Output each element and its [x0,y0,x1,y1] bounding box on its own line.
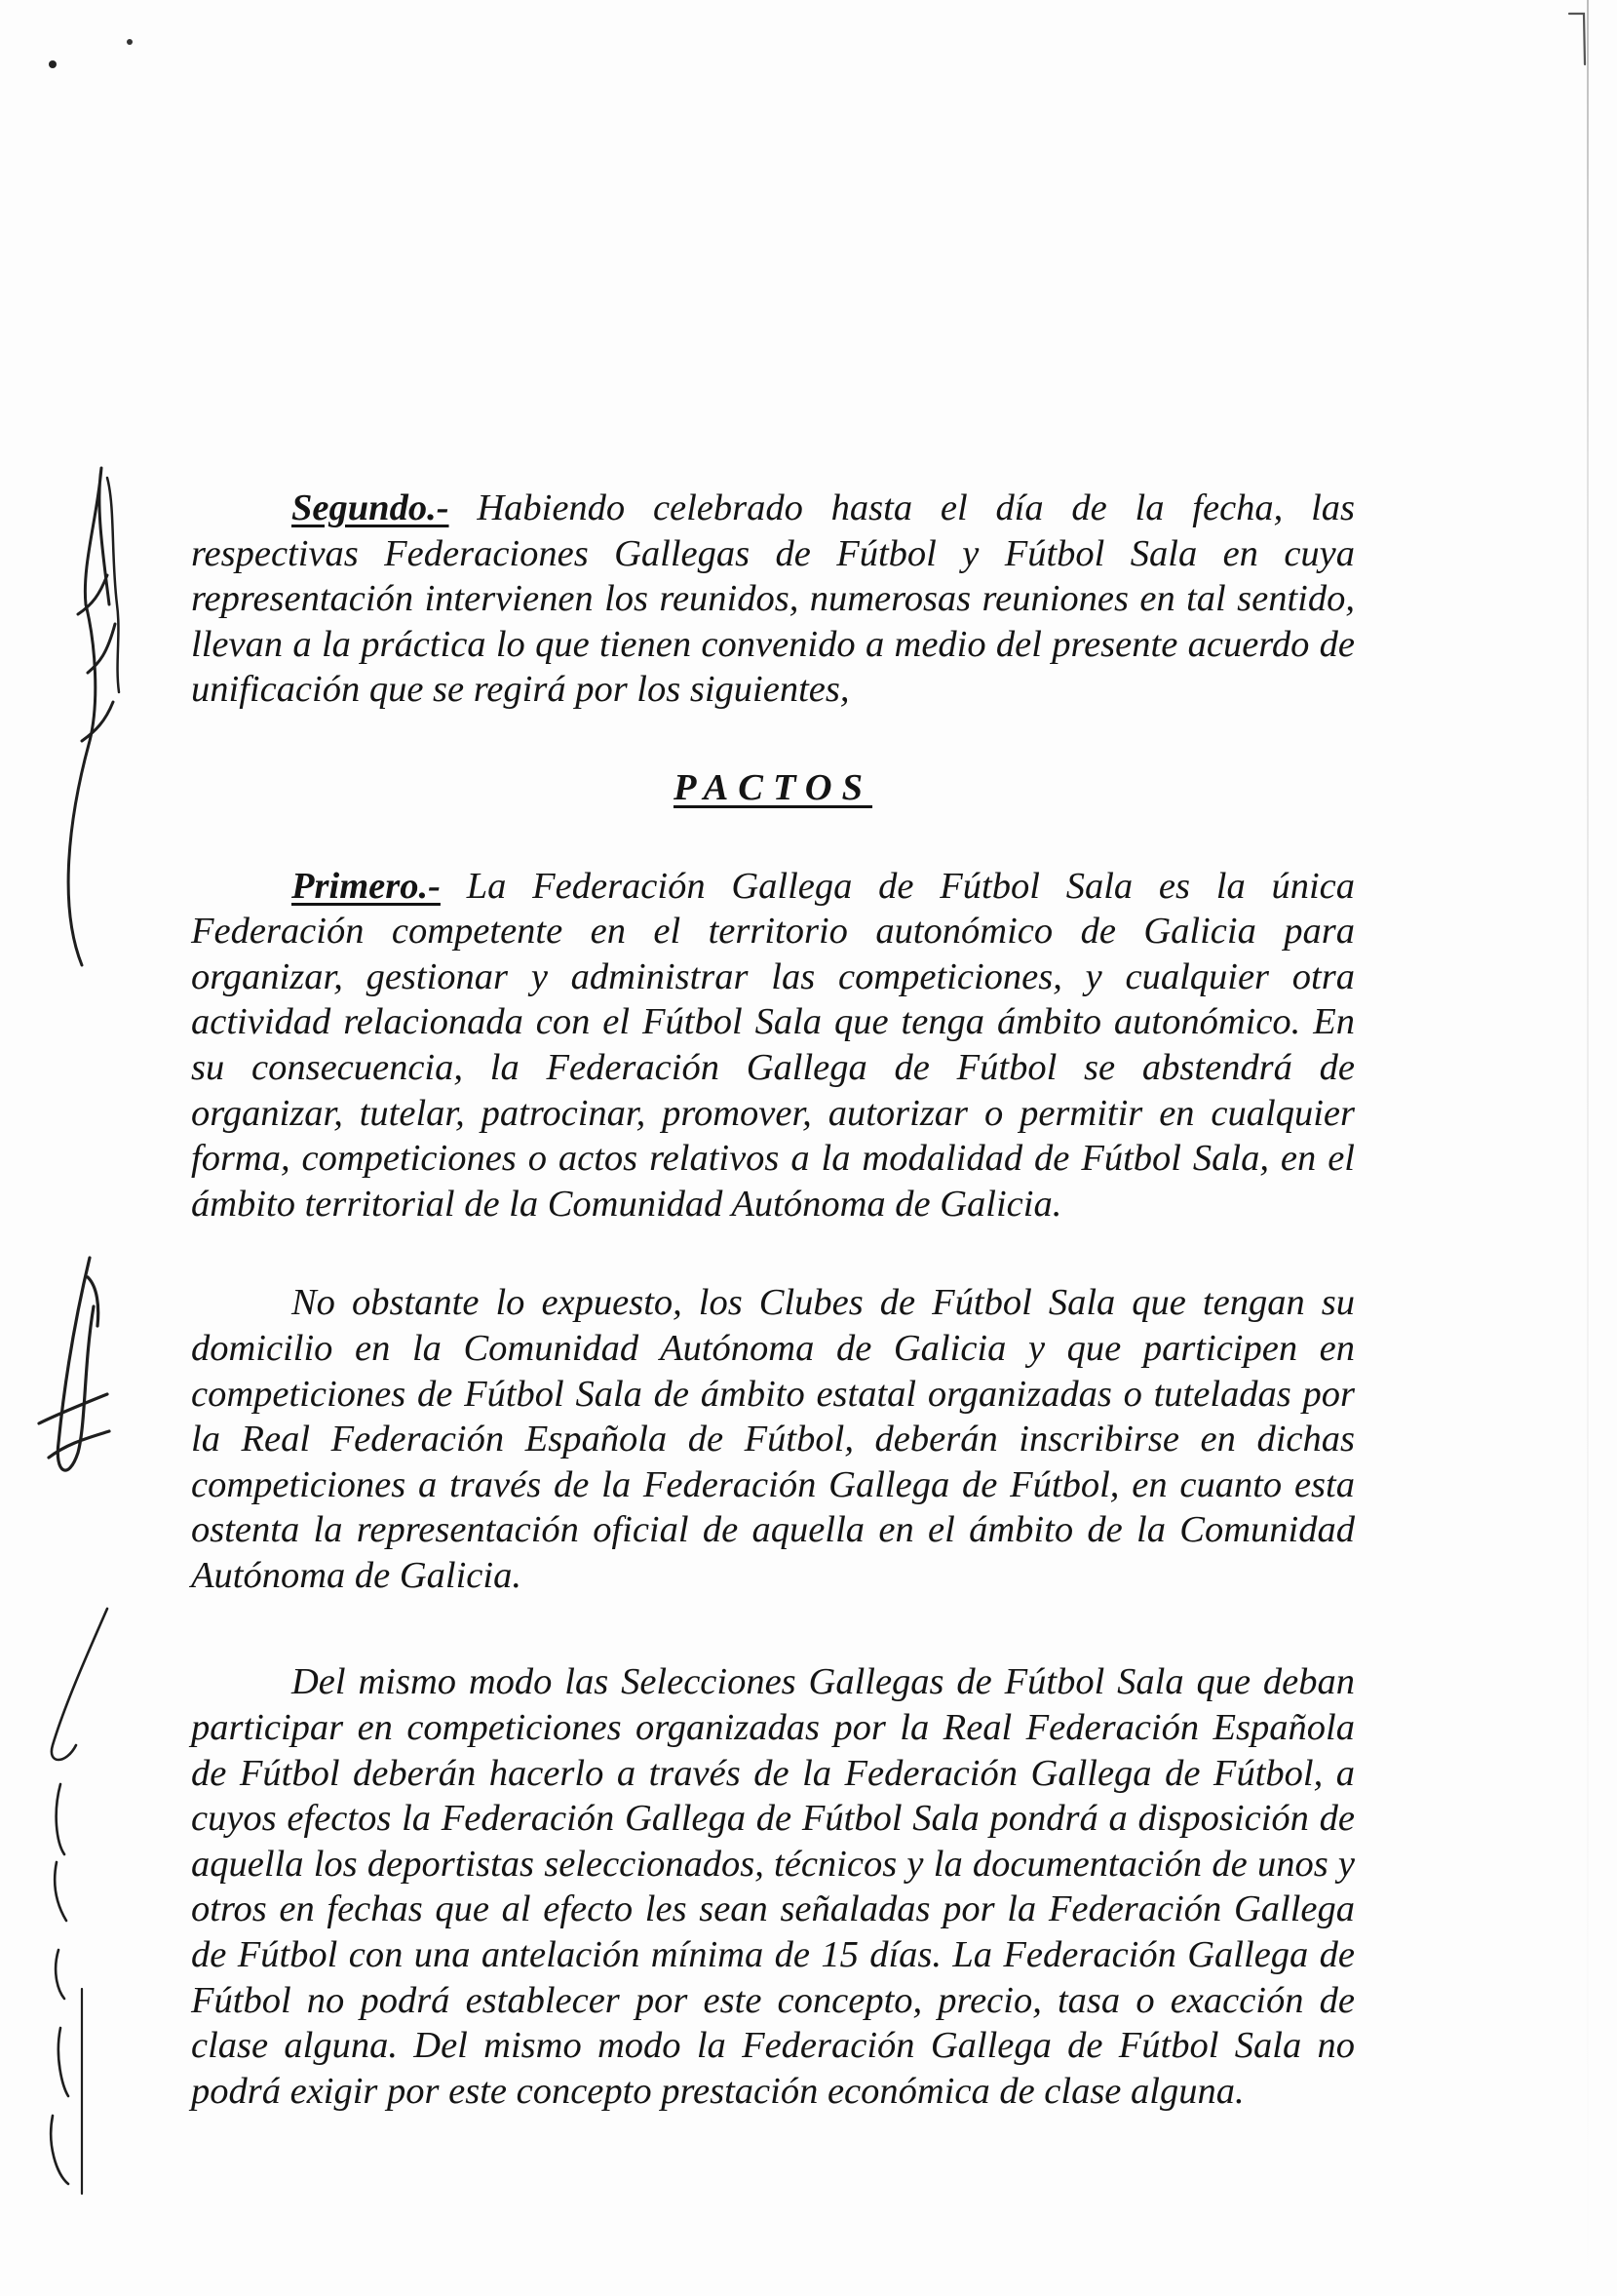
signature-middle-left-icon [29,1248,117,1501]
document-body [191,486,1355,2114]
signature-bottom-left-icon [18,1599,115,2203]
paragraph-text: Del mismo modo las Selecciones Gallegas de Fútbol Sala que deban participar en competiciones organizadas por la Real Federación Española de Fútbol deberán hacerlo a través de la Federación Gallega de Fútbol, a cuyos efectos la Federación Gallega de Fútbol Sala pondrá a disposición de aquella los deportistas seleccionados, técnicos y la documentación de unos y otros en fechas que al efecto les sean señaladas por la Federación Gallega de Fútbol con una antelación mínima de 15 días. La Federación Gallega de Fútbol no podrá establecer por este concepto, precio, tasa o exacción de clase alguna. Del mismo modo la Federación Gallega de Fútbol Sala no podrá exigir por este concepto prestación económica de clase alguna. [191,1661,1355,2112]
scan-speck [125,37,135,47]
paragraph-text: Habiendo celebrado hasta el día de la fecha, las respectivas Federaciones Gallegas de Fútbol y Fútbol Sala en cuya representación intervienen los reunidos, numerosas reuniones en tal sentido, llevan a la práctica lo que tienen convenido a medio del presente acuerdo de unificación que se regirá por los siguientes, [191,487,1355,711]
paragraph-text: La Federación Gallega de Fútbol Sala es la única Federación competente en el territorio autonómico de Galicia para organizar, gestionar y administrar las competiciones, y cualquier otra actividad relacionada con el Fútbol Sala que tenga ámbito autonómico. En su consecuencia, la Federación Gallega de Fútbol se abstendrá de organizar, tutelar, patrocinar, promover, autorizar o permitir en cualquier forma, competiciones o actos relativos a la modalidad de Fútbol Sala, en el ámbito territorial de la Comunidad Autónoma de Galicia. [191,865,1355,1225]
paragraph-primero [191,864,1355,1227]
scan-speck [47,58,58,70]
corner-fold-mark [1567,10,1589,66]
section-heading [191,765,1355,811]
paragraph-no-obstante [191,1280,1355,1598]
paragraph-del-mismo-modo [191,1659,1355,2114]
paragraph-segundo [191,486,1355,713]
heading-text: PACTOS [673,766,873,808]
signature-top-left-icon [39,448,127,994]
page-edge-shadow [1587,0,1589,2296]
paragraph-text: No obstante lo expuesto, los Clubes de Fútbol Sala que tengan su domicilio en la Comunidad Autónoma de Galicia y que participen en competiciones de Fútbol Sala de ámbito estatal organizadas o tuteladas por la Real Federación Española de Fútbol, deberán inscribirse en dichas competiciones a través de la Federación Gallega de Fútbol, en cuanto esta ostenta la representación oficial de aquella en el ámbito de la Comunidad Autónoma de Galicia. [191,1282,1355,1596]
paragraph-lead: Primero.- [291,865,441,907]
paragraph-lead: Segundo.- [291,487,449,528]
